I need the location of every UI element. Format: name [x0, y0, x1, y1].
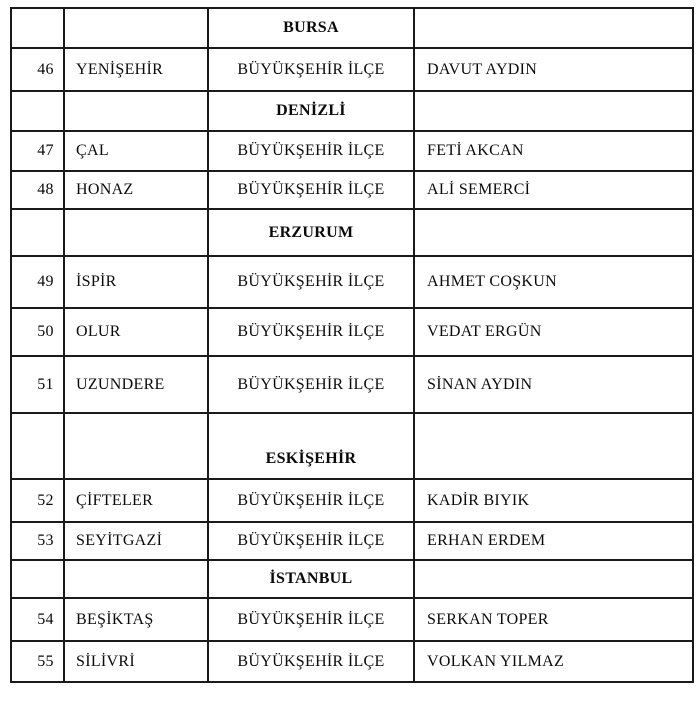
mayor-candidate-table	[10, 7, 694, 683]
empty-cell	[11, 209, 64, 256]
type-cell: BÜYÜKŞEHİR İLÇE	[208, 171, 414, 209]
row-number: 48	[11, 171, 64, 209]
empty-cell	[64, 413, 208, 479]
type-cell: BÜYÜKŞEHİR İLÇE	[208, 131, 414, 171]
empty-cell	[414, 209, 693, 256]
candidate-name-cell: DAVUT AYDIN	[414, 48, 693, 91]
city-header-row-denizli	[11, 91, 693, 131]
type-cell: BÜYÜKŞEHİR İLÇE	[208, 479, 414, 522]
row-number: 50	[11, 308, 64, 356]
type-cell: BÜYÜKŞEHİR İLÇE	[208, 308, 414, 356]
district-cell: OLUR	[64, 308, 208, 356]
empty-cell	[414, 91, 693, 131]
type-cell: BÜYÜKŞEHİR İLÇE	[208, 256, 414, 308]
city-header-label: ERZURUM	[208, 209, 414, 256]
city-header-label: ESKİŞEHİR	[208, 413, 414, 479]
district-cell: BEŞİKTAŞ	[64, 598, 208, 641]
table-row-50	[11, 308, 693, 356]
candidate-name-cell: KADİR BIYIK	[414, 479, 693, 522]
empty-cell	[11, 8, 64, 48]
empty-cell	[11, 91, 64, 131]
empty-cell	[414, 560, 693, 598]
empty-cell	[414, 413, 693, 479]
district-cell: YENİŞEHİR	[64, 48, 208, 91]
table-row-48	[11, 171, 693, 209]
table-row-46	[11, 48, 693, 91]
candidate-name-cell: SERKAN TOPER	[414, 598, 693, 641]
empty-cell	[64, 8, 208, 48]
empty-cell	[414, 8, 693, 48]
row-number: 55	[11, 641, 64, 682]
candidate-name-cell: AHMET COŞKUN	[414, 256, 693, 308]
table-row-51	[11, 356, 693, 413]
type-cell: BÜYÜKŞEHİR İLÇE	[208, 598, 414, 641]
type-cell: BÜYÜKŞEHİR İLÇE	[208, 48, 414, 91]
candidate-name-cell: ERHAN ERDEM	[414, 522, 693, 560]
district-cell: UZUNDERE	[64, 356, 208, 413]
district-cell: HONAZ	[64, 171, 208, 209]
empty-cell	[64, 209, 208, 256]
row-number: 51	[11, 356, 64, 413]
city-header-row-erzurum	[11, 209, 693, 256]
type-cell: BÜYÜKŞEHİR İLÇE	[208, 522, 414, 560]
table-row-55	[11, 641, 693, 682]
district-cell: ÇİFTELER	[64, 479, 208, 522]
table-row-54	[11, 598, 693, 641]
city-header-row-eskisehir	[11, 413, 693, 479]
empty-cell	[64, 91, 208, 131]
district-cell: SİLİVRİ	[64, 641, 208, 682]
row-number: 54	[11, 598, 64, 641]
row-number: 47	[11, 131, 64, 171]
city-header-label: BURSA	[208, 8, 414, 48]
city-header-row-istanbul	[11, 560, 693, 598]
candidate-name-cell: SİNAN AYDIN	[414, 356, 693, 413]
table-row-53	[11, 522, 693, 560]
district-cell: SEYİTGAZİ	[64, 522, 208, 560]
district-cell: İSPİR	[64, 256, 208, 308]
row-number: 49	[11, 256, 64, 308]
city-header-label: DENİZLİ	[208, 91, 414, 131]
candidate-name-cell: FETİ AKCAN	[414, 131, 693, 171]
empty-cell	[11, 413, 64, 479]
district-cell: ÇAL	[64, 131, 208, 171]
table-row-49	[11, 256, 693, 308]
candidate-name-cell: ALİ SEMERCİ	[414, 171, 693, 209]
type-cell: BÜYÜKŞEHİR İLÇE	[208, 356, 414, 413]
city-header-label: İSTANBUL	[208, 560, 414, 598]
candidate-name-cell: VEDAT ERGÜN	[414, 308, 693, 356]
city-header-row-bursa	[11, 8, 693, 48]
type-cell: BÜYÜKŞEHİR İLÇE	[208, 641, 414, 682]
row-number: 46	[11, 48, 64, 91]
candidate-name-cell: VOLKAN YILMAZ	[414, 641, 693, 682]
table-row-47	[11, 131, 693, 171]
row-number: 52	[11, 479, 64, 522]
row-number: 53	[11, 522, 64, 560]
empty-cell	[11, 560, 64, 598]
table-row-52	[11, 479, 693, 522]
empty-cell	[64, 560, 208, 598]
